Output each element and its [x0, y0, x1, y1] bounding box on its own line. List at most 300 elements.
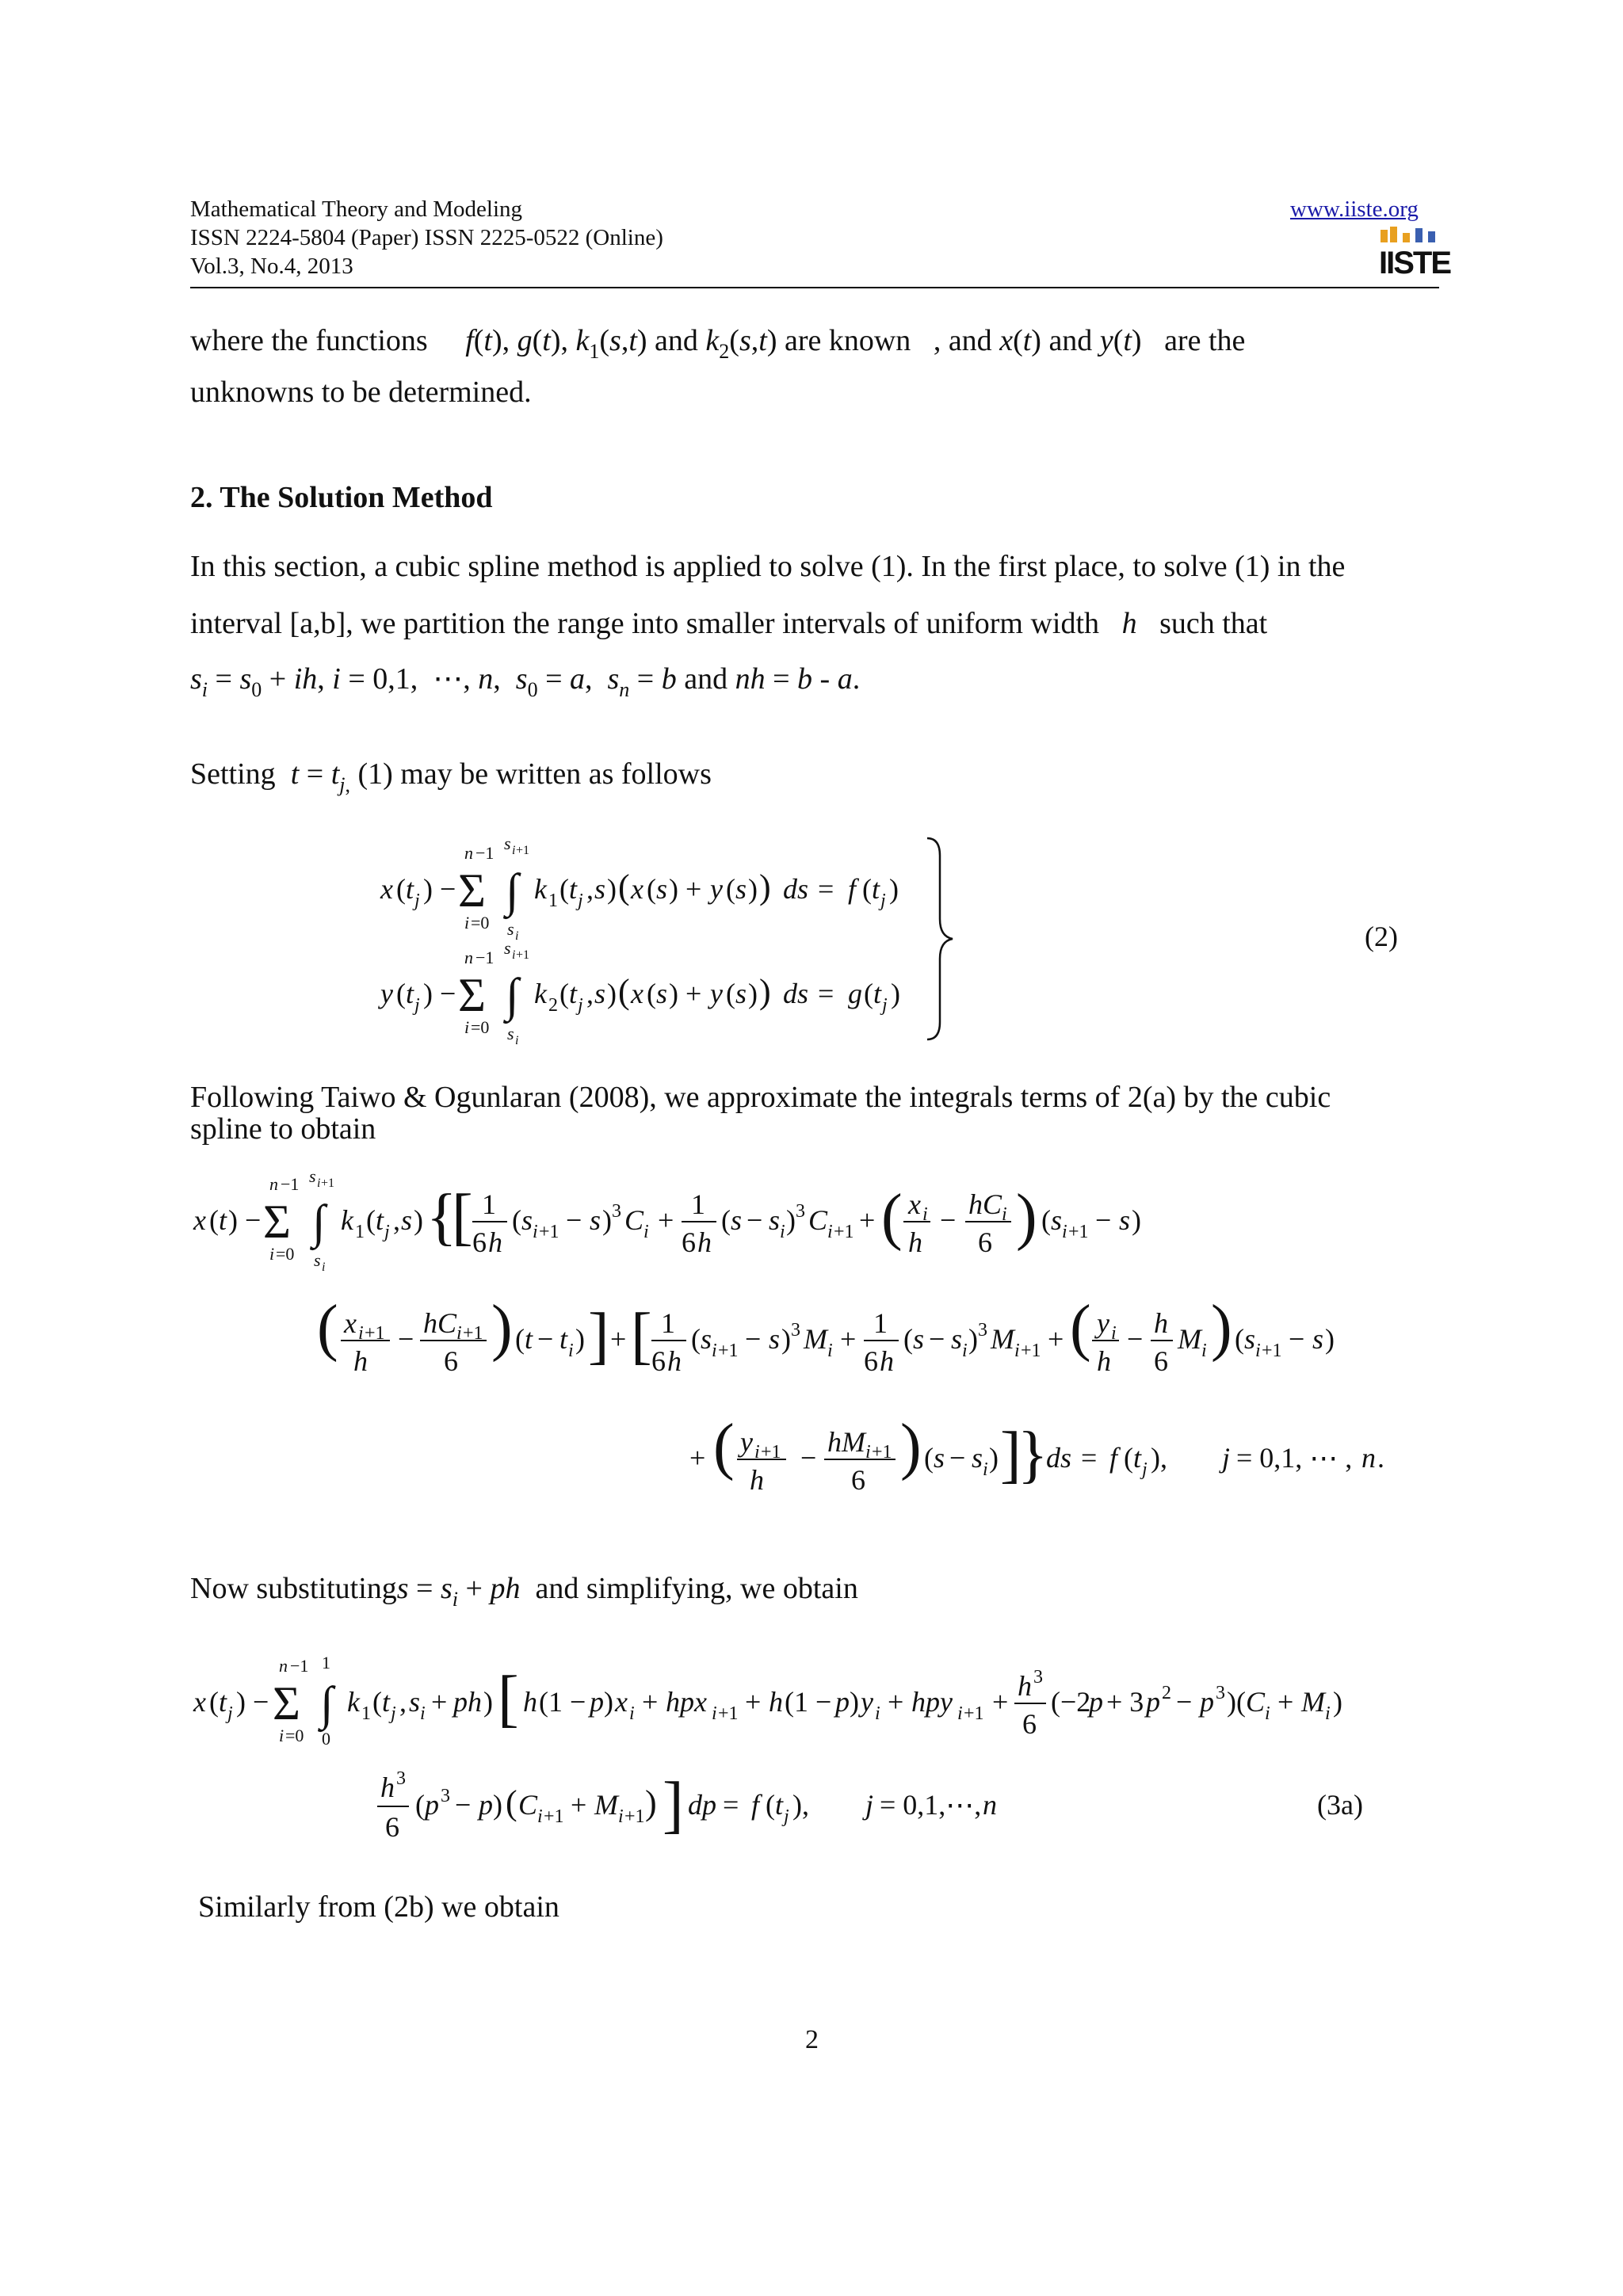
svg-text:s: s [1244, 1323, 1256, 1355]
svg-text:) +: ) + [669, 873, 702, 905]
svg-text:i: i [420, 1703, 426, 1724]
svg-text:y: y [710, 978, 723, 1009]
svg-text:j: j [391, 1703, 396, 1724]
paragraph-1-line-2: unknowns to be determined. [190, 376, 532, 409]
svg-text:s: s [507, 919, 514, 939]
svg-text:t: t [569, 978, 578, 1009]
svg-text:+: + [992, 1686, 1009, 1718]
svg-text:,: , [399, 1686, 407, 1718]
svg-text:+: + [642, 1686, 659, 1718]
svg-text:=0: =0 [276, 1244, 295, 1264]
svg-text:C: C [808, 1204, 828, 1236]
svg-text:t: t [376, 1204, 384, 1236]
svg-text:s: s [701, 1323, 712, 1355]
svg-text:y: y [380, 978, 393, 1009]
svg-text:x: x [615, 1686, 628, 1718]
svg-text:): ) [483, 1686, 493, 1718]
svg-text:−: − [398, 1323, 414, 1355]
svg-text:): ) [748, 873, 758, 905]
svg-text:j: j [1222, 1442, 1231, 1474]
substitution-line: Now substitutings = $s_i$ + ph and simplifying, we obtain [190, 1572, 858, 1611]
paragraph-2-line-1: In this section, a cubic spline method is applied to solve (1). In the first place, to solve (1) in the [190, 550, 1346, 583]
paragraph-3-line-1: Following Taiwo & Ogunlaran (2008), we approximate the integrals terms of 2(a) by the cubic [190, 1081, 1331, 1114]
svg-text:i: i [269, 1244, 275, 1264]
svg-text:h: h [1154, 1307, 1168, 1339]
svg-text:): ) [493, 1789, 502, 1821]
svg-text:+1: +1 [1068, 1222, 1089, 1242]
svg-text:): ) [575, 1323, 585, 1355]
svg-text:−1: −1 [281, 1174, 300, 1194]
svg-text:6: 6 [864, 1345, 878, 1377]
svg-text:−: − [940, 1204, 957, 1236]
svg-text:(: ( [924, 1442, 934, 1474]
svg-text:): ) [900, 1412, 922, 1482]
svg-text:(1 −: (1 − [785, 1686, 832, 1718]
svg-text:dp: dp [688, 1789, 716, 1821]
svg-text:−: − [455, 1789, 472, 1821]
svg-text:f: f [848, 873, 857, 905]
svg-text:M: M [594, 1789, 618, 1821]
svg-text:−: − [566, 1204, 582, 1236]
svg-text:6: 6 [851, 1464, 865, 1496]
section-heading: 2. The Solution Method [190, 481, 493, 514]
svg-text:+: + [1277, 1686, 1294, 1718]
svg-text:(: ( [1041, 1204, 1051, 1236]
svg-text:t: t [569, 873, 578, 905]
svg-text:i: i [1265, 1703, 1270, 1724]
svg-text:): ) [781, 1323, 791, 1355]
equation-3a [190, 1656, 1442, 1870]
svg-text:+: + [658, 1204, 674, 1236]
svg-text:p: p [590, 1686, 604, 1718]
svg-text:6: 6 [651, 1345, 666, 1377]
svg-text:−: − [1127, 1323, 1144, 1355]
paragraph-2-line-3: $s_i = s_0$ + ih, i = 0,1, ⋯, n, $s_0 = a$, $s_n = b$ and nh = b - a. [190, 662, 861, 701]
svg-text:s: s [401, 1204, 413, 1236]
svg-text:hpy: hpy [911, 1686, 953, 1718]
svg-text:(: ( [1124, 1442, 1133, 1474]
svg-text:): ) [607, 873, 617, 905]
svg-text:t: t [406, 978, 414, 1009]
svg-text:i: i [922, 1204, 928, 1225]
svg-text:s: s [972, 1442, 983, 1474]
svg-text:∫: ∫ [312, 1196, 326, 1248]
svg-text:.: . [1377, 1442, 1384, 1474]
svg-text:),: ), [1151, 1442, 1167, 1474]
svg-text:): ) [1333, 1686, 1342, 1718]
svg-text:=0: =0 [471, 913, 490, 933]
svg-text:y: y [1097, 1307, 1109, 1339]
svg-text:−1: −1 [475, 843, 495, 863]
svg-text:t: t [872, 873, 880, 905]
svg-text:g: g [848, 978, 862, 1009]
svg-text:i: i [512, 948, 516, 962]
svg-text:i: i [358, 1323, 364, 1344]
svg-text:+1: +1 [1021, 1341, 1041, 1361]
svg-text:f: f [751, 1789, 760, 1821]
svg-text:+1: +1 [1262, 1341, 1282, 1361]
svg-text:2: 2 [1162, 1683, 1171, 1703]
paragraph-3-line-2: spline to obtain [190, 1112, 376, 1146]
svg-text:3: 3 [441, 1786, 450, 1806]
svg-text:s: s [314, 1250, 321, 1270]
paragraph-2-line-2: interval [a,b], we partition the range into smaller intervals of uniform width h such that [190, 607, 1268, 640]
svg-text:t: t [406, 873, 414, 905]
svg-text:h: h [523, 1686, 537, 1718]
svg-text:j: j [880, 891, 886, 911]
svg-text:x: x [380, 873, 393, 905]
svg-text:+: + [610, 1323, 627, 1355]
svg-text:}: } [1018, 1420, 1048, 1489]
svg-text:j: j [784, 1806, 789, 1827]
svg-text:+1: +1 [718, 1341, 739, 1361]
svg-text:): ) [759, 972, 771, 1011]
svg-text:i: i [1111, 1323, 1117, 1344]
svg-text:(: ( [1235, 1323, 1244, 1355]
svg-text:i: i [322, 1261, 326, 1274]
svg-text:i: i [875, 1703, 880, 1724]
svg-text:i: i [827, 1341, 833, 1361]
equation-2 [365, 824, 1411, 1054]
svg-text:hM: hM [827, 1426, 865, 1458]
svg-text:h: h [908, 1226, 922, 1258]
volume-line: Vol.3, No.4, 2013 [190, 254, 353, 279]
svg-text:s: s [1051, 1204, 1063, 1236]
svg-text:(1 −: (1 − [539, 1686, 586, 1718]
svg-text:+: + [1048, 1323, 1064, 1355]
svg-text:−: − [1095, 1204, 1112, 1236]
svg-text:−: − [1176, 1686, 1193, 1718]
svg-text:hC: hC [423, 1307, 457, 1339]
svg-text:C: C [624, 1204, 644, 1236]
svg-text:): ) [604, 1686, 613, 1718]
svg-text:s: s [521, 1204, 533, 1236]
svg-text:) +: ) + [669, 978, 702, 1009]
svg-text:p: p [425, 1789, 439, 1821]
svg-text:j: j [227, 1703, 233, 1724]
svg-text:f: f [1109, 1442, 1118, 1474]
svg-text:6: 6 [444, 1345, 458, 1377]
svg-text:Σ: Σ [458, 969, 486, 1021]
svg-text:j: j [414, 995, 420, 1016]
svg-text:i: i [317, 1177, 321, 1190]
svg-text:−: − [537, 1323, 554, 1355]
svg-text:h: h [769, 1686, 783, 1718]
svg-text:s: s [769, 1204, 781, 1236]
svg-text:(: ( [559, 873, 569, 905]
svg-text:C: C [518, 1789, 538, 1821]
svg-text:t: t [382, 1686, 391, 1718]
svg-text:s: s [1119, 1204, 1131, 1236]
svg-text:Σ: Σ [458, 864, 486, 917]
svg-text:= 0,1, ⋯ ,: = 0,1, ⋯ , [1236, 1442, 1353, 1474]
svg-text:): ) [889, 873, 899, 905]
svg-text:(: ( [691, 1323, 701, 1355]
svg-text:i: i [754, 1442, 760, 1463]
svg-text:n: n [269, 1174, 278, 1194]
svg-text:=0: =0 [471, 1017, 490, 1037]
svg-text:6: 6 [1022, 1708, 1037, 1740]
svg-text:(: ( [415, 1789, 425, 1821]
similarly-line: Similarly from (2b) we obtain [198, 1890, 559, 1924]
spline-equation [190, 1173, 1442, 1505]
svg-text:i: i [512, 844, 516, 857]
svg-text:): ) [645, 1783, 657, 1822]
svg-text:(: ( [1070, 1293, 1091, 1363]
svg-text:t: t [559, 1323, 568, 1355]
svg-text:j: j [578, 891, 583, 911]
svg-text:(: ( [713, 1412, 735, 1482]
svg-text:i: i [464, 913, 470, 933]
svg-text:=: = [818, 978, 834, 1009]
svg-text:) −: ) − [228, 1204, 262, 1236]
svg-text:s: s [1312, 1323, 1324, 1355]
paragraph-1-line-1: where the functions f(t), g(t), $k_1(s,t)$ and $k_2(s,t)$ are known , and x(t) and y(t) are the [190, 324, 1246, 363]
svg-text:ds: ds [783, 978, 809, 1009]
svg-text:M: M [1178, 1323, 1201, 1355]
svg-text:[: [ [452, 1182, 473, 1252]
svg-text:): ) [607, 978, 617, 1009]
svg-text:+1: +1 [463, 1323, 483, 1344]
svg-text:3: 3 [791, 1320, 800, 1341]
svg-text:s: s [507, 1024, 514, 1043]
svg-text:1: 1 [482, 1188, 496, 1220]
header-rule [190, 287, 1439, 288]
svg-text:s: s [735, 873, 747, 905]
svg-text:i: i [1201, 1341, 1207, 1361]
svg-text:(: ( [618, 972, 630, 1011]
svg-text:h: h [488, 1226, 502, 1258]
svg-text:ph: ph [453, 1686, 482, 1718]
svg-text:hpx: hpx [666, 1686, 707, 1718]
svg-text:n: n [464, 948, 473, 967]
svg-text:i: i [279, 1726, 285, 1745]
svg-text:−: − [747, 1204, 763, 1236]
svg-text:+1: +1 [516, 948, 530, 962]
svg-text:]: ] [663, 1770, 684, 1840]
svg-text:h: h [880, 1345, 894, 1377]
svg-text:h: h [353, 1345, 368, 1377]
svg-text:i: i [712, 1703, 717, 1724]
svg-text:+1: +1 [718, 1703, 739, 1724]
svg-text:(: ( [396, 873, 406, 905]
svg-text:(: ( [647, 978, 656, 1009]
svg-text:k: k [341, 1204, 353, 1236]
svg-text:C: C [1246, 1686, 1266, 1718]
svg-text:t: t [1133, 1442, 1142, 1474]
svg-text:+: + [888, 1686, 904, 1718]
svg-text:3: 3 [978, 1320, 987, 1341]
journal-title: Mathematical Theory and Modeling [190, 196, 523, 222]
svg-text:+1: +1 [872, 1442, 892, 1463]
svg-text:i: i [865, 1442, 871, 1463]
svg-text:h: h [1097, 1345, 1111, 1377]
svg-text:h: h [667, 1345, 682, 1377]
svg-text:n: n [464, 843, 473, 863]
svg-text:{: { [426, 1182, 457, 1252]
svg-text:t: t [775, 1789, 784, 1821]
svg-text:p: p [835, 1686, 850, 1718]
svg-text:s: s [934, 1442, 945, 1474]
svg-text:h: h [697, 1226, 712, 1258]
svg-text:3: 3 [1216, 1683, 1225, 1703]
svg-text:(: ( [366, 1204, 376, 1236]
svg-text:s: s [731, 1204, 743, 1236]
equation-2-label: (2) [1365, 921, 1398, 952]
svg-text:i: i [1325, 1703, 1331, 1724]
svg-text:s: s [769, 1323, 781, 1355]
svg-text:p: p [1146, 1686, 1160, 1718]
svg-text:(: ( [726, 873, 735, 905]
svg-text:1: 1 [691, 1188, 705, 1220]
svg-text:M: M [804, 1323, 827, 1355]
svg-text:(: ( [903, 1323, 913, 1355]
svg-text:i: i [464, 1017, 470, 1037]
svg-text:t: t [219, 1686, 227, 1718]
svg-text:(: ( [864, 978, 873, 1009]
svg-text:−: − [929, 1323, 945, 1355]
svg-text:[: [ [631, 1301, 652, 1371]
svg-text:(−2: (−2 [1051, 1686, 1091, 1718]
svg-text:Σ: Σ [263, 1196, 291, 1248]
svg-text:s: s [504, 833, 511, 853]
svg-text:i: i [533, 1222, 538, 1242]
svg-text:): ) [602, 1204, 612, 1236]
page-number: 2 [805, 2025, 819, 2054]
svg-text:): ) [1325, 1323, 1335, 1355]
svg-text:+1: +1 [761, 1442, 781, 1463]
iiste-logo [1379, 227, 1451, 285]
svg-text:1: 1 [548, 891, 558, 911]
svg-text:x: x [344, 1307, 357, 1339]
svg-text:t: t [219, 1204, 227, 1236]
svg-text:x: x [908, 1188, 921, 1220]
equation-3a-label: (3a) [1317, 1789, 1363, 1821]
svg-text:t: t [525, 1323, 533, 1355]
svg-text:s: s [656, 873, 668, 905]
svg-text:y: y [710, 873, 723, 905]
svg-text:6: 6 [1154, 1345, 1168, 1377]
svg-text:=: = [818, 873, 834, 905]
svg-text:ds: ds [1046, 1442, 1072, 1474]
svg-text:[: [ [498, 1664, 519, 1733]
svg-text:j: j [578, 995, 583, 1016]
svg-text:i: i [568, 1341, 574, 1361]
svg-text:6: 6 [472, 1226, 487, 1258]
svg-text:3: 3 [612, 1201, 621, 1222]
svg-text:−: − [949, 1442, 966, 1474]
svg-text:x: x [631, 978, 643, 1009]
svg-text:0: 0 [322, 1729, 330, 1749]
svg-text:(: ( [618, 868, 630, 906]
journal-url-link[interactable]: www.iiste.org [1290, 196, 1419, 222]
svg-text:j: j [414, 891, 420, 911]
svg-text:+: + [745, 1686, 762, 1718]
svg-text:i: i [1014, 1341, 1020, 1361]
svg-text:6: 6 [385, 1811, 399, 1843]
svg-text:s: s [594, 873, 606, 905]
svg-text:j: j [865, 1789, 874, 1821]
svg-text:,: , [586, 873, 594, 905]
svg-text:i: i [629, 1703, 635, 1724]
svg-text:+1: +1 [539, 1222, 559, 1242]
svg-text:x: x [193, 1204, 206, 1236]
svg-text:): ) [850, 1686, 859, 1718]
svg-text:+: + [840, 1323, 857, 1355]
svg-text:(: ( [506, 1783, 517, 1822]
svg-text:t: t [873, 978, 882, 1009]
svg-text:s: s [735, 978, 747, 1009]
svg-text:(: ( [512, 1204, 521, 1236]
svg-text:n: n [1361, 1442, 1376, 1474]
svg-text:)(: )( [1227, 1686, 1246, 1718]
svg-text:3: 3 [396, 1768, 406, 1789]
svg-text:]: ] [588, 1301, 609, 1371]
svg-text:p: p [479, 1789, 493, 1821]
svg-text:+1: +1 [516, 844, 530, 857]
svg-text:−: − [800, 1442, 817, 1474]
svg-text:i: i [780, 1222, 785, 1242]
svg-text:(: ( [726, 978, 735, 1009]
svg-text:h: h [1018, 1670, 1032, 1702]
svg-text:s: s [409, 1686, 421, 1718]
svg-text:+1: +1 [321, 1177, 335, 1190]
svg-text:s: s [913, 1323, 925, 1355]
svg-text:∫: ∫ [506, 969, 519, 1021]
svg-text:k: k [534, 978, 547, 1009]
svg-text:s: s [309, 1173, 316, 1186]
svg-text:3: 3 [1033, 1667, 1043, 1688]
svg-text:1: 1 [322, 1656, 330, 1672]
svg-text:+1: +1 [544, 1806, 564, 1827]
svg-text:): ) [491, 1293, 513, 1363]
svg-text:(: ( [559, 978, 569, 1009]
svg-text:3: 3 [796, 1201, 805, 1222]
svg-text:(: ( [647, 873, 656, 905]
svg-text:k: k [347, 1686, 360, 1718]
svg-text:p: p [1200, 1686, 1214, 1718]
svg-text:(: ( [209, 1204, 219, 1236]
svg-text:): ) [748, 978, 758, 1009]
svg-text:s: s [594, 978, 606, 1009]
svg-text:−1: −1 [475, 948, 495, 967]
svg-text:i: i [456, 1323, 462, 1344]
svg-text:s: s [656, 978, 668, 1009]
svg-text:y: y [861, 1686, 873, 1718]
svg-text:n: n [983, 1789, 997, 1821]
svg-text:j: j [384, 1222, 390, 1242]
svg-text:s: s [951, 1323, 963, 1355]
svg-text:hC: hC [968, 1188, 1002, 1220]
svg-text:i: i [643, 1222, 649, 1242]
svg-text:): ) [891, 978, 900, 1009]
svg-text:−1: −1 [290, 1656, 309, 1676]
svg-text:∫: ∫ [506, 864, 519, 917]
svg-text:+ 3: + 3 [1106, 1686, 1144, 1718]
svg-text:2: 2 [548, 995, 558, 1016]
svg-text:(: ( [881, 1182, 903, 1252]
svg-text:]: ] [1000, 1420, 1022, 1489]
svg-text:+: + [689, 1442, 706, 1474]
svg-text:+1: +1 [834, 1222, 854, 1242]
svg-text:=: = [723, 1789, 739, 1821]
svg-text:): ) [1211, 1293, 1232, 1363]
svg-text:i: i [515, 929, 519, 943]
svg-text:i: i [983, 1459, 988, 1480]
svg-text:=0: =0 [285, 1726, 304, 1745]
svg-text:=: = [1081, 1442, 1098, 1474]
svg-text:∫: ∫ [320, 1677, 334, 1730]
